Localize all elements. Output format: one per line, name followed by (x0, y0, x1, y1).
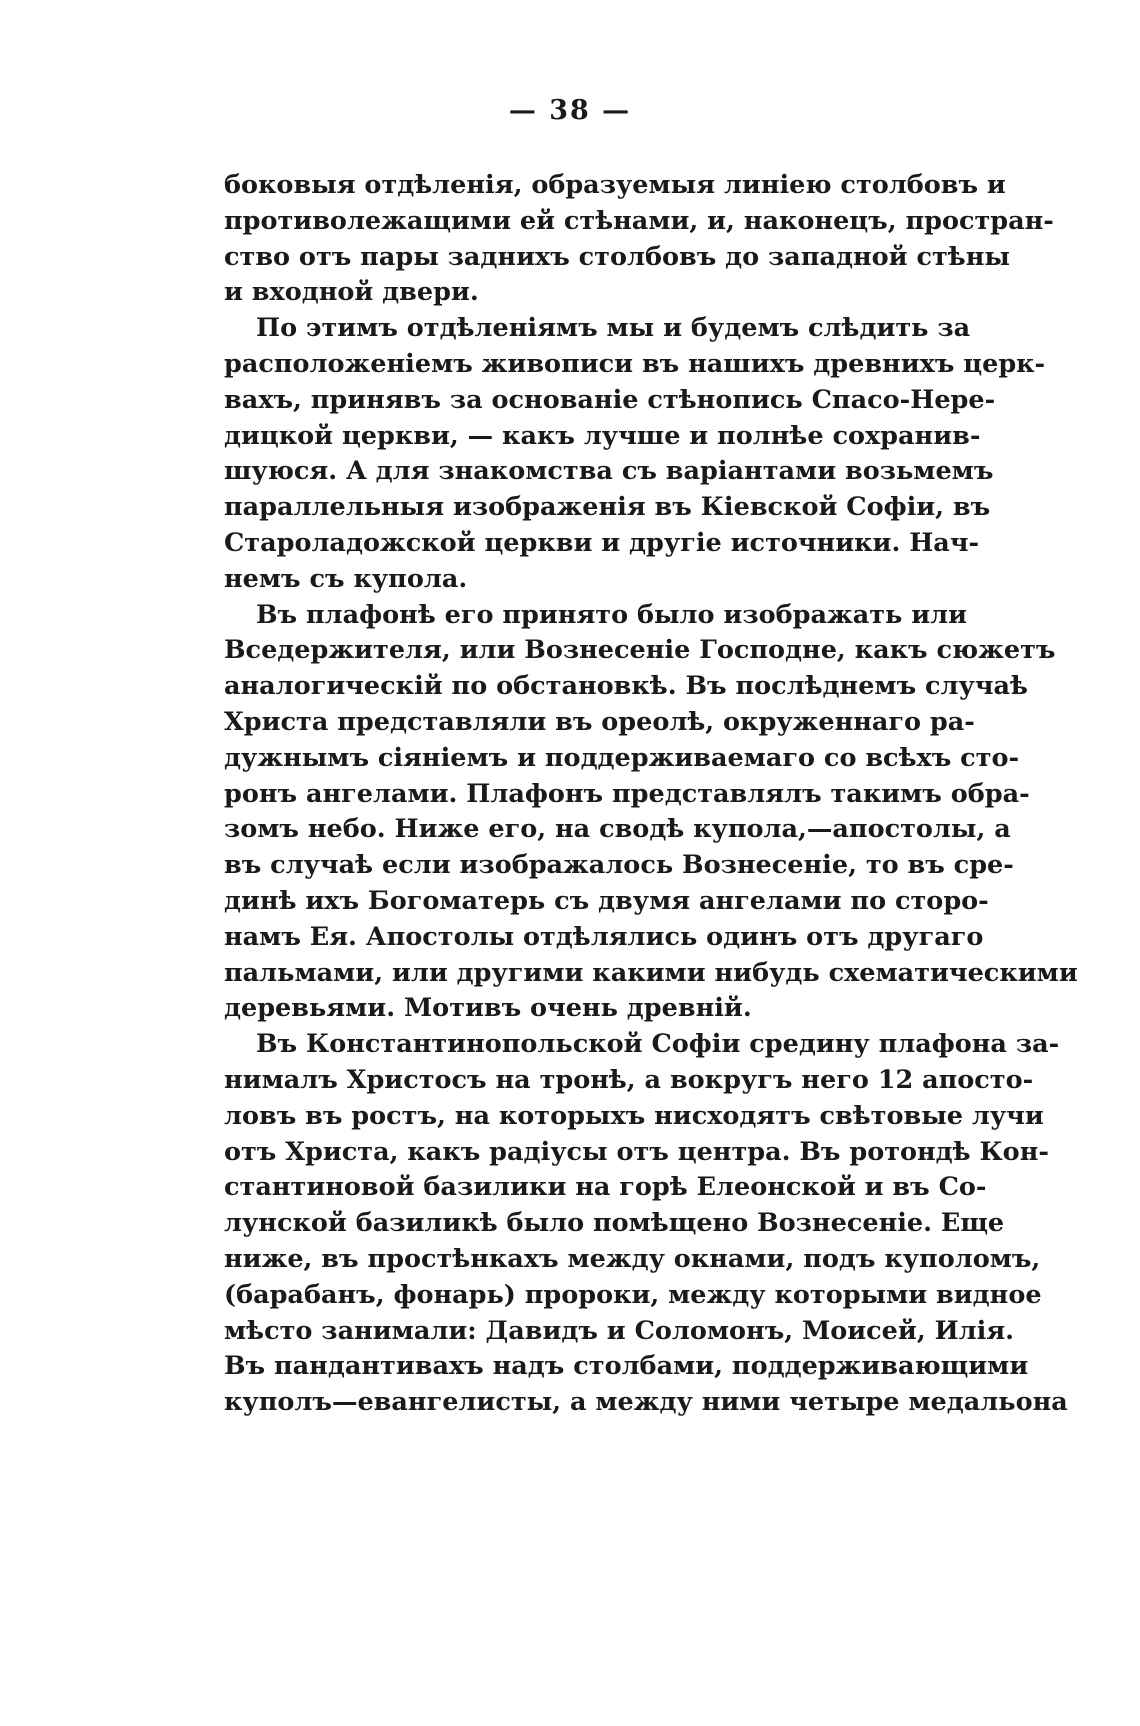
body-text (224, 168, 1078, 1421)
text-line: шуюся. А для знакомства съ варіантами возьмемъ (224, 456, 994, 487)
text-line: дицкой церкви, — какъ лучше и полнѣе сохранив- (224, 420, 981, 451)
text-line: аналогическій по обстановкѣ. Въ послѣднемъ случаѣ (224, 671, 1028, 702)
text-line: немъ съ купола. (224, 563, 468, 594)
text-line: ронъ ангелами. Плафонъ представлялъ такимъ обра- (224, 778, 1030, 809)
text-line: Въ пандантивахъ надъ столбами, поддерживающими (224, 1351, 1029, 1382)
text-line: дужнымъ сіяніемъ и поддерживаемаго со всѣхъ сто- (224, 742, 1020, 773)
text-line: боковыя отдѣленія, образуемыя линіею столбовъ и (224, 170, 1006, 200)
text-line: мѣсто занимали: Давидъ и Соломонъ, Моисей, Илія. (224, 1315, 1015, 1346)
text-line: Въ плафонѣ его принято было изображать или (256, 599, 968, 630)
text-line: расположеніемъ живописи въ нашихъ древнихъ церк- (224, 348, 1046, 379)
text-line: куполъ—евангелисты, а между ними четыре медальона (224, 1387, 1068, 1418)
text-line: ство отъ пары заднихъ столбовъ до западной стѣны (224, 241, 1010, 272)
text-line: намъ Ея. Апостолы отдѣлялись одинъ отъ другаго (224, 921, 984, 952)
text-line: По этимъ отдѣленіямъ мы и будемъ слѣдить за (256, 313, 971, 344)
text-line: стантиновой базилики на горѣ Елеонской и въ Со- (224, 1172, 987, 1203)
paragraph-3 (224, 598, 1078, 1028)
text-line: Въ Константинопольской Софіи средину плафона за- (256, 1029, 1060, 1060)
text-line: (барабанъ, фонарь) пророки, между которыми видное (224, 1279, 1042, 1310)
text-line: зомъ небо. Ниже его, на сводѣ купола,—апостолы, а (224, 814, 1011, 845)
text-line: въ случаѣ если изображалось Вознесеніе, то въ сре- (224, 850, 1014, 881)
text-line: ниже, въ простѣнкахъ между окнами, подъ куполомъ, (224, 1243, 1041, 1274)
text-line: ловъ въ ростъ, на которыхъ нисходятъ свѣтовые лучи (224, 1100, 1044, 1131)
text-line: противолежащими ей стѣнами, и, наконецъ, простран- (224, 205, 1054, 236)
paragraph-4 (224, 1027, 1068, 1421)
text-line: вахъ, принявъ за основаніе стѣнопись Спасо-Нере- (224, 384, 996, 415)
text-line: Староладожской церкви и другіе источники. Нач- (224, 527, 980, 558)
paragraph-1 (224, 168, 1054, 311)
text-line: лунской базиликѣ было помѣщено Вознесеніе. Еще (224, 1208, 1005, 1239)
text-line: Вседержителя, или Вознесеніе Господне, какъ сюжетъ (224, 635, 1056, 666)
text-line: отъ Христа, какъ радіусы отъ центра. Въ ротондѣ Кон- (224, 1136, 1049, 1167)
paragraph-2 (224, 311, 1046, 597)
text-line: параллельныя изображенія въ Кіевской Софіи, въ (224, 492, 991, 523)
text-line: динѣ ихъ Богоматерь съ двумя ангелами по сторо- (224, 885, 989, 916)
text-line: Христа представляли въ ореолѣ, окруженнаго ра- (224, 706, 975, 737)
text-line: деревьями. Мотивъ очень древній. (224, 993, 752, 1024)
text-line: и входной двери. (224, 277, 479, 308)
page-number: — 38 — (508, 95, 632, 126)
text-line: нималъ Христосъ на тронѣ, а вокругъ него 12 апосто- (224, 1064, 1034, 1095)
text-line: пальмами, или другими какими нибудь схематическими (224, 957, 1078, 988)
